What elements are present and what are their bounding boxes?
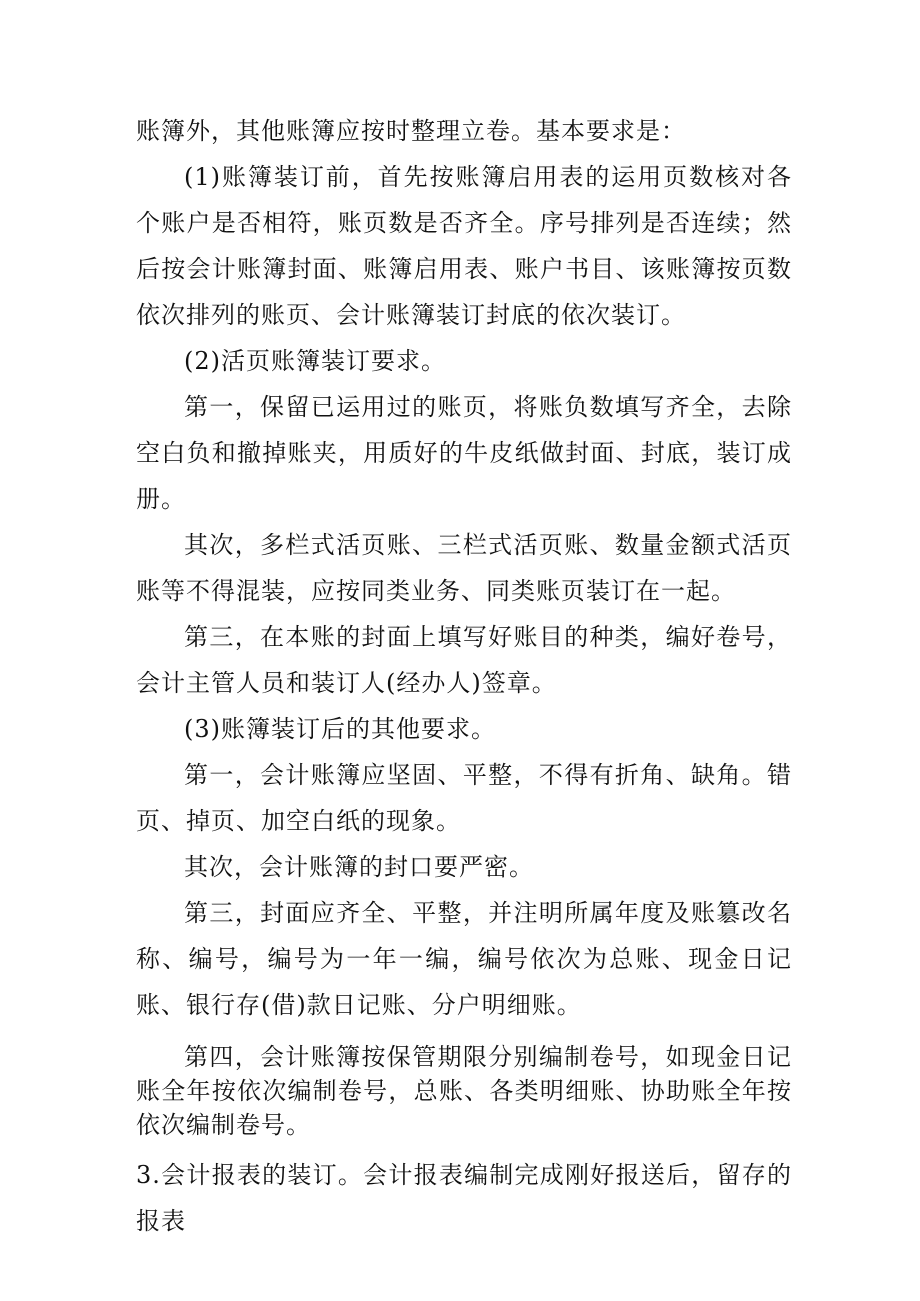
paragraph-continuation: 账簿外，其他账簿应按时整理立卷。基本要求是： — [136, 117, 686, 145]
paragraph-item-3-third: 第三，封面应齐全、平整，并注明所属年度及账簒改名称、编号，编号为一年一编，编号依次为总账、现金日记账、银行存(借)款日记账、分户明细账。 — [136, 899, 792, 1019]
paragraph-item-2-heading: (2)活页账簿装订要求。 — [184, 347, 446, 375]
paragraph-item-2-second: 其次，多栏式活页账、三栏式活页账、数量金额式活页账等不得混装，应按同类业务、同类账页装订在一起。 — [136, 531, 792, 605]
paragraph-item-3-fourth: 第四，会计账簿按保管期限分别编制卷号，如现金日记账全年按依次编制卷号，总账、各类明细账、协助账全年按依次编制卷号。 — [136, 1043, 792, 1139]
paragraph-item-1: (1)账簿装订前，首先按账簿启用表的运用页数核对各个账户是否相符，账页数是否齐全。序号排列是否连续；然后按会计账簿封面、账簿启用表、账户书目、该账簿按页数依次排列的账页、会计账簿装订封底的依次装订。 — [136, 163, 792, 329]
paragraph-item-2-third: 第三，在本账的封面上填写好账目的种类，编好卷号，会计主管人员和装订人(经办人)签章。 — [136, 623, 792, 697]
document-body — [136, 108, 792, 1244]
paragraph-item-3-second: 其次，会计账簿的封口要严密。 — [184, 853, 534, 881]
paragraph-item-3-heading: (3)账簿装订后的其他要求。 — [184, 715, 496, 743]
paragraph-item-3-first: 第一，会计账簿应坚固、平整，不得有折角、缺角。错页、掉页、加空白纸的现象。 — [136, 761, 792, 835]
paragraph-section-3: 3.会计报表的装订。会计报表编制完成刚好报送后，留存的报表 — [136, 1161, 792, 1235]
paragraph-item-2-first: 第一，保留已运用过的账页，将账负数填写齐全，去除空白负和撤掉账夹，用质好的牛皮纸做封面、封底，装订成册。 — [136, 393, 792, 513]
